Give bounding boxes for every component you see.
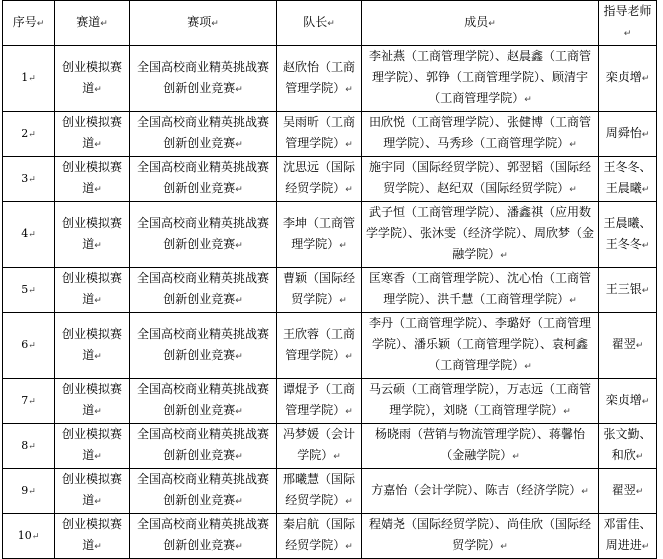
row-members: 李祉燕（工商管理学院）、赵晨鑫（工商管理学院）、郭铮（工商管理学院）、顾清宇（工商管理学院）↵ (362, 46, 599, 112)
table-row (3, 46, 657, 112)
row-event: 全国高校商业精英挑战赛创新创业竞赛↵ (130, 424, 277, 469)
header-row (3, 1, 657, 46)
row-captain: 李坤（工商管理学院）↵ (277, 202, 362, 268)
row-captain: 秦启航（国际经贸学院）↵ (277, 514, 362, 559)
row-members: 田欣悦（工商管理学院）、张健博（工商管理学院）、马秀珍（工商管理学院）↵ (362, 112, 599, 157)
row-track: 创业模拟赛道↵ (55, 202, 130, 268)
row-advisor: 邓雷佳、周进进↵ (599, 514, 657, 559)
table-row (3, 514, 657, 559)
table-row (3, 157, 657, 202)
row-event: 全国高校商业精英挑战赛创新创业竞赛↵ (130, 514, 277, 559)
table-row (3, 202, 657, 268)
row-track: 创业模拟赛道↵ (55, 424, 130, 469)
row-index: 3↵ (3, 157, 55, 202)
row-event: 全国高校商业精英挑战赛创新创业竞赛↵ (130, 46, 277, 112)
row-event: 全国高校商业精英挑战赛创新创业竞赛↵ (130, 112, 277, 157)
row-advisor: 栾贞增↵ (599, 46, 657, 112)
row-index: 5↵ (3, 268, 55, 313)
row-track: 创业模拟赛道↵ (55, 514, 130, 559)
row-advisor: 王晨曦、王冬冬↵ (599, 202, 657, 268)
row-track: 创业模拟赛道↵ (55, 157, 130, 202)
header-track: 赛道↵ (55, 1, 130, 46)
row-event: 全国高校商业精英挑战赛创新创业竞赛↵ (130, 157, 277, 202)
row-track: 创业模拟赛道↵ (55, 313, 130, 379)
row-event: 全国高校商业精英挑战赛创新创业竞赛↵ (130, 202, 277, 268)
row-track: 创业模拟赛道↵ (55, 379, 130, 424)
header-members: 成员↵ (362, 1, 599, 46)
row-captain: 赵欣怡（工商管理学院）↵ (277, 46, 362, 112)
row-members: 施宇同（国际经贸学院）、郭翌韬（国际经贸学院）、赵纪双（国际经贸学院）↵ (362, 157, 599, 202)
row-track: 创业模拟赛道↵ (55, 46, 130, 112)
row-event: 全国高校商业精英挑战赛创新创业竞赛↵ (130, 469, 277, 514)
row-captain: 沈思远（国际经贸学院）↵ (277, 157, 362, 202)
team-table (2, 0, 657, 559)
row-captain: 谭焜予（工商管理学院）↵ (277, 379, 362, 424)
row-index: 7↵ (3, 379, 55, 424)
row-members: 马云硕（工商管理学院），万志远（工商管理学院），刘晓（工商管理学院）↵ (362, 379, 599, 424)
header-advisor: 指导老师↵ (599, 1, 657, 46)
header-event: 赛项↵ (130, 1, 277, 46)
row-advisor: 栾贞增↵ (599, 379, 657, 424)
row-event: 全国高校商业精英挑战赛创新创业竞赛↵ (130, 313, 277, 379)
row-advisor: 张文勤、和欣↵ (599, 424, 657, 469)
row-index: 4↵ (3, 202, 55, 268)
row-index: 10↵ (3, 514, 55, 559)
table-row (3, 469, 657, 514)
table-row (3, 112, 657, 157)
row-advisor: 翟翌↵ (599, 313, 657, 379)
row-members: 匡寒香（工商管理学院）、沈心怡（工商管理学院）、洪千慧（工商管理学院）↵ (362, 268, 599, 313)
table-row (3, 268, 657, 313)
row-track: 创业模拟赛道↵ (55, 268, 130, 313)
row-index: 6↵ (3, 313, 55, 379)
table-row (3, 424, 657, 469)
row-advisor: 王三银↵ (599, 268, 657, 313)
row-index: 2↵ (3, 112, 55, 157)
row-members: 武子恒（工商管理学院）、潘鑫祺（应用数学学院）、张沐雯（经济学院）、周欣梦（金融学院）↵ (362, 202, 599, 268)
header-captain: 队长↵ (277, 1, 362, 46)
row-event: 全国高校商业精英挑战赛创新创业竞赛↵ (130, 379, 277, 424)
row-members: 杨晓雨（营销与物流管理学院）、蒋馨怡（金融学院）↵ (362, 424, 599, 469)
table-row (3, 379, 657, 424)
row-index: 1↵ (3, 46, 55, 112)
row-advisor: 王冬冬、王晨曦↵ (599, 157, 657, 202)
row-event: 全国高校商业精英挑战赛创新创业竞赛↵ (130, 268, 277, 313)
row-captain: 邢曦慧（国际经贸学院）↵ (277, 469, 362, 514)
row-advisor: 翟翌↵ (599, 469, 657, 514)
row-captain: 王欣蓉（工商管理学院）↵ (277, 313, 362, 379)
table-row (3, 313, 657, 379)
row-advisor: 周舜怡↵ (599, 112, 657, 157)
row-index: 8↵ (3, 424, 55, 469)
row-track: 创业模拟赛道↵ (55, 469, 130, 514)
row-index: 9↵ (3, 469, 55, 514)
row-members: 李丹（工商管理学院）、李璐妤（工商管理学院）、潘乐颖（工商管理学院）、袁柯鑫（工商管理学院）↵ (362, 313, 599, 379)
row-members: 方嘉怡（会计学院）、陈吉（经济学院）↵ (362, 469, 599, 514)
row-captain: 曹颖（国际经贸学院）↵ (277, 268, 362, 313)
row-captain: 吴雨昕（工商管理学院）↵ (277, 112, 362, 157)
header-index: 序号↵ (3, 1, 55, 46)
row-captain: 冯梦媛（会计学院）↵ (277, 424, 362, 469)
row-track: 创业模拟赛道↵ (55, 112, 130, 157)
row-members: 程婧尧（国际经贸学院）、尚佳欣（国际经贸学院）↵ (362, 514, 599, 559)
